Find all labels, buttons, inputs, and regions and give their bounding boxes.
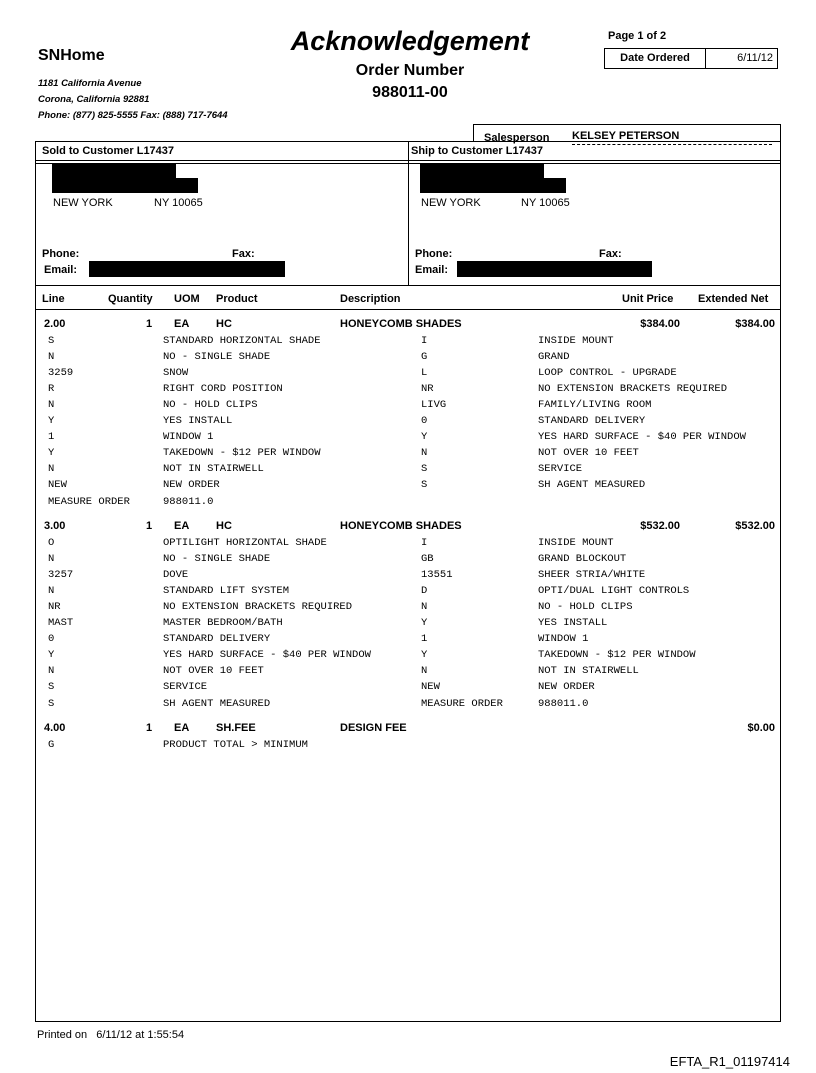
col-unit-price: Unit Price bbox=[622, 293, 674, 305]
item-detail-cell: YES HARD SURFACE - $40 PER WINDOW bbox=[163, 649, 371, 662]
item-detail-cell: STANDARD HORIZONTAL SHADE bbox=[163, 335, 321, 347]
item-detail-cell: N bbox=[48, 351, 55, 364]
item-detail-cell: G bbox=[48, 739, 55, 751]
item-detail-cell: GRAND BLOCKOUT bbox=[538, 553, 627, 566]
item-detail-cell: SH AGENT MEASURED bbox=[163, 697, 271, 710]
redacted-block bbox=[420, 178, 566, 193]
order-number-label: Order Number bbox=[355, 62, 465, 79]
company-address-line-2: Corona, California 92881 bbox=[38, 94, 150, 105]
item-detail-cell: I bbox=[421, 537, 428, 549]
item-detail-cell: 3259 bbox=[48, 367, 74, 380]
ship-to-state-zip: NY 10065 bbox=[521, 197, 570, 209]
item-detail-cell: I bbox=[421, 335, 428, 347]
divider bbox=[35, 285, 781, 286]
item-detail-cell: NOT OVER 10 FEET bbox=[163, 665, 264, 678]
company-phone-fax: Phone: (877) 825-5555 Fax: (888) 717-7644 bbox=[38, 110, 228, 121]
item-detail-cell: STANDARD DELIVERY bbox=[538, 415, 646, 428]
item-detail-cell: N bbox=[48, 585, 55, 598]
item-detail-cell: N bbox=[421, 447, 428, 460]
item-detail-cell: 0 bbox=[421, 415, 428, 428]
item-uom: EA bbox=[174, 520, 190, 532]
ship-to-label: Ship to Customer L17437 bbox=[411, 145, 544, 157]
item-uom: EA bbox=[174, 722, 190, 734]
item-detail-cell: MASTER BEDROOM/BATH bbox=[163, 617, 283, 630]
item-extended-net: $532.00 bbox=[735, 520, 775, 532]
item-detail-cell: WINDOW 1 bbox=[538, 633, 589, 646]
item-line-number: 4.00 bbox=[44, 722, 66, 734]
item-extended-net: $384.00 bbox=[735, 318, 775, 330]
salesperson-value: KELSEY PETERSON bbox=[572, 130, 680, 142]
item-detail-cell: YES INSTALL bbox=[538, 617, 608, 630]
item-detail-cell: NEW ORDER bbox=[163, 479, 220, 492]
printed-on-value: 6/11/12 at 1:55:54 bbox=[96, 1029, 185, 1041]
item-detail-cell: OPTI/DUAL LIGHT CONTROLS bbox=[538, 585, 690, 598]
ship-to-city: NEW YORK bbox=[421, 197, 481, 209]
item-detail-cell: MAST bbox=[48, 617, 74, 630]
item-unit-price: $532.00 bbox=[640, 520, 680, 532]
item-detail-cell: NO EXTENSION BRACKETS REQUIRED bbox=[163, 601, 353, 614]
item-detail-cell: TAKEDOWN - $12 PER WINDOW bbox=[163, 447, 321, 460]
item-detail-cell: S bbox=[48, 681, 55, 694]
item-description: HONEYCOMB SHADES bbox=[340, 520, 462, 532]
item-detail-cell: Y bbox=[48, 649, 55, 662]
item-detail-cell: FAMILY/LIVING ROOM bbox=[538, 399, 652, 412]
redacted-block bbox=[52, 163, 176, 178]
item-detail-cell: N bbox=[48, 665, 55, 678]
item-detail-cell: N bbox=[48, 399, 55, 412]
item-detail-cell: TAKEDOWN - $12 PER WINDOW bbox=[538, 649, 696, 662]
document-id: EFTA_R1_01197414 bbox=[669, 1054, 790, 1069]
col-extended-net: Extended Net bbox=[698, 293, 769, 305]
item-detail-cell: 3257 bbox=[48, 569, 74, 582]
page-number: Page 1 of 2 bbox=[608, 30, 667, 42]
item-detail-cell: 0 bbox=[48, 633, 55, 646]
item-detail-cell: GB bbox=[421, 553, 434, 566]
item-quantity: 1 bbox=[146, 520, 153, 532]
item-detail-cell: MEASURE ORDER bbox=[421, 697, 503, 710]
item-line-number: 3.00 bbox=[44, 520, 66, 532]
item-detail-cell: 988011.0 bbox=[538, 697, 589, 710]
item-detail-cell: R bbox=[48, 383, 55, 396]
item-description: HONEYCOMB SHADES bbox=[340, 318, 462, 330]
item-product: SH.FEE bbox=[216, 722, 256, 734]
item-detail-cell: S bbox=[48, 335, 55, 347]
item-detail-cell: 1 bbox=[421, 633, 428, 646]
redacted-block bbox=[457, 261, 652, 277]
item-product: HC bbox=[216, 520, 232, 532]
item-detail-cell: INSIDE MOUNT bbox=[538, 335, 614, 347]
item-detail-cell: Y bbox=[421, 649, 428, 662]
date-ordered-value: 6/11/12 bbox=[737, 52, 773, 64]
item-detail-cell: LOOP CONTROL - UPGRADE bbox=[538, 367, 677, 380]
printed-on-label: Printed on bbox=[37, 1029, 88, 1041]
redacted-block bbox=[420, 163, 544, 178]
item-detail-cell: INSIDE MOUNT bbox=[538, 537, 614, 549]
item-detail-cell: SHEER STRIA/WHITE bbox=[538, 569, 646, 582]
date-ordered-box bbox=[604, 48, 778, 69]
item-detail-cell: NEW bbox=[421, 681, 440, 694]
divider bbox=[35, 309, 781, 310]
item-quantity: 1 bbox=[146, 722, 153, 734]
item-detail-cell: NO - HOLD CLIPS bbox=[163, 399, 258, 412]
item-quantity: 1 bbox=[146, 318, 153, 330]
company-address-line-1: 1181 California Avenue bbox=[38, 78, 142, 89]
item-unit-price: $384.00 bbox=[640, 318, 680, 330]
item-detail-cell: NR bbox=[48, 601, 61, 614]
item-detail-cell: NOT OVER 10 FEET bbox=[538, 447, 639, 460]
item-detail-cell: YES INSTALL bbox=[163, 415, 233, 428]
sold-to-fax-label: Fax: bbox=[232, 248, 255, 260]
printed-on bbox=[37, 1029, 184, 1041]
item-detail-cell: Y bbox=[48, 447, 55, 460]
item-detail-cell: NOT IN STAIRWELL bbox=[538, 665, 639, 678]
order-number: 988011-00 bbox=[372, 84, 448, 101]
item-detail-cell: Y bbox=[421, 431, 428, 444]
item-detail-cell: G bbox=[421, 351, 428, 364]
sold-to-label: Sold to Customer L17437 bbox=[42, 145, 175, 157]
item-detail-cell: STANDARD DELIVERY bbox=[163, 633, 271, 646]
item-detail-cell: NO - SINGLE SHADE bbox=[163, 553, 271, 566]
item-detail-cell: S bbox=[48, 697, 55, 710]
sold-to-phone-label: Phone: bbox=[42, 248, 80, 260]
item-detail-cell: Y bbox=[48, 415, 55, 428]
item-detail-cell: NR bbox=[421, 383, 434, 396]
item-detail-cell: O bbox=[48, 537, 55, 549]
item-detail-cell: NO EXTENSION BRACKETS REQUIRED bbox=[538, 383, 728, 396]
item-detail-cell: S bbox=[421, 463, 428, 476]
item-detail-cell: LIVG bbox=[421, 399, 447, 412]
item-detail-cell: N bbox=[48, 463, 55, 476]
col-uom: UOM bbox=[174, 293, 200, 305]
item-detail-cell: RIGHT CORD POSITION bbox=[163, 383, 283, 396]
item-detail-cell: MEASURE ORDER bbox=[48, 495, 130, 508]
item-detail-cell: NO - HOLD CLIPS bbox=[538, 601, 633, 614]
item-detail-cell: S bbox=[421, 479, 428, 492]
ship-to-phone-label: Phone: bbox=[415, 248, 453, 260]
item-detail-cell: NEW ORDER bbox=[538, 681, 595, 694]
redacted-block bbox=[52, 178, 198, 193]
item-detail-cell: Y bbox=[421, 617, 428, 630]
date-ordered-label: Date Ordered bbox=[605, 49, 706, 68]
sold-to-state-zip: NY 10065 bbox=[154, 197, 203, 209]
item-detail-cell: 13551 bbox=[421, 569, 453, 582]
ship-to-fax-label: Fax: bbox=[599, 248, 622, 260]
item-detail-cell: 988011.0 bbox=[163, 495, 214, 508]
salesperson-label: Salesperson bbox=[484, 132, 550, 144]
item-detail-cell: SERVICE bbox=[538, 463, 583, 476]
item-detail-cell: NOT IN STAIRWELL bbox=[163, 463, 264, 476]
item-detail-cell: PRODUCT TOTAL > MINIMUM bbox=[163, 739, 308, 751]
item-detail-cell: YES HARD SURFACE - $40 PER WINDOW bbox=[538, 431, 746, 444]
item-description: DESIGN FEE bbox=[340, 722, 407, 734]
sold-to-city: NEW YORK bbox=[53, 197, 113, 209]
item-detail-cell: SNOW bbox=[163, 367, 189, 380]
item-detail-cell: N bbox=[421, 665, 428, 678]
item-product: HC bbox=[216, 318, 232, 330]
col-quantity: Quantity bbox=[108, 293, 153, 305]
item-detail-cell: GRAND bbox=[538, 351, 570, 364]
item-line-number: 2.00 bbox=[44, 318, 66, 330]
company-name: SNHome bbox=[38, 47, 105, 64]
item-detail-cell: L bbox=[421, 367, 428, 380]
item-detail-cell: DOVE bbox=[163, 569, 189, 582]
item-detail-cell: 1 bbox=[48, 431, 55, 444]
document-title: Acknowledgement bbox=[290, 26, 530, 56]
item-detail-cell: NEW bbox=[48, 479, 67, 492]
item-detail-cell: OPTILIGHT HORIZONTAL SHADE bbox=[163, 537, 327, 549]
item-detail-cell: N bbox=[48, 553, 55, 566]
col-product: Product bbox=[216, 293, 258, 305]
item-detail-cell: STANDARD LIFT SYSTEM bbox=[163, 585, 290, 598]
item-detail-cell: NO - SINGLE SHADE bbox=[163, 351, 271, 364]
col-description: Description bbox=[340, 293, 401, 305]
item-detail-cell: D bbox=[421, 585, 428, 598]
item-detail-cell: SH AGENT MEASURED bbox=[538, 479, 646, 492]
item-detail-cell: N bbox=[421, 601, 428, 614]
item-uom: EA bbox=[174, 318, 190, 330]
col-line: Line bbox=[42, 293, 65, 305]
item-detail-cell: SERVICE bbox=[163, 681, 208, 694]
customer-divider bbox=[408, 141, 409, 285]
sold-to-email-label: Email: bbox=[44, 264, 78, 276]
item-detail-cell: WINDOW 1 bbox=[163, 431, 214, 444]
ship-to-email-label: Email: bbox=[415, 264, 449, 276]
redacted-block bbox=[89, 261, 285, 277]
item-extended-net: $0.00 bbox=[747, 722, 775, 734]
